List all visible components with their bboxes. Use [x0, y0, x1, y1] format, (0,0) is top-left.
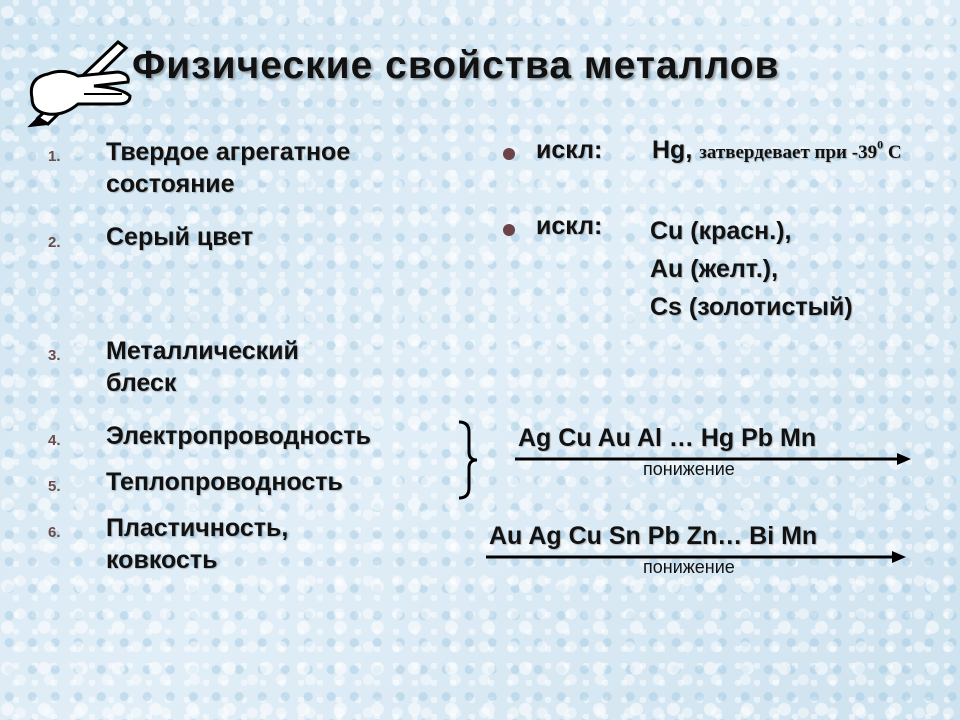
- grouping-brace: [455, 420, 479, 500]
- page-title: Физические свойства металлов: [132, 44, 780, 87]
- exception-label: искл:: [536, 212, 603, 240]
- item-number-3: 3.: [48, 347, 61, 364]
- property-thermal-conductivity: Теплопроводность: [106, 468, 343, 496]
- item-number-6: 6.: [48, 524, 61, 541]
- plasticity-series: Au Ag Cu Sn Pb Zn… Bi Mn: [489, 522, 818, 550]
- decrease-caption: понижение: [643, 459, 735, 479]
- exception-colors: Cu (красн.), Au (желт.), Cs (золотистый): [650, 217, 853, 321]
- bullet-dot: [503, 148, 515, 160]
- hand-writing-with-pen-icon: [18, 38, 143, 128]
- exception-label: искл:: [536, 136, 603, 164]
- property-metallic-luster: Металлический блеск: [106, 337, 299, 397]
- item-number-1: 1.: [48, 148, 61, 165]
- conductivity-series: Ag Cu Au Al … Hg Pb Mn: [518, 424, 817, 452]
- item-number-4: 4.: [48, 432, 61, 449]
- property-plasticity: Пластичность, ковкость: [106, 514, 289, 574]
- property-solid-state: Твердое агрегатное состояние: [106, 138, 351, 198]
- exception-state: Hg, затвердевает при -39$^0$ C: [652, 136, 902, 164]
- property-gray-color: Серый цвет: [106, 223, 254, 251]
- decrease-caption: понижение: [643, 557, 735, 577]
- property-electrical-conductivity: Электропроводность: [106, 422, 371, 450]
- item-number-5: 5.: [48, 478, 61, 495]
- bullet-dot: [503, 224, 515, 236]
- item-number-2: 2.: [48, 234, 61, 251]
